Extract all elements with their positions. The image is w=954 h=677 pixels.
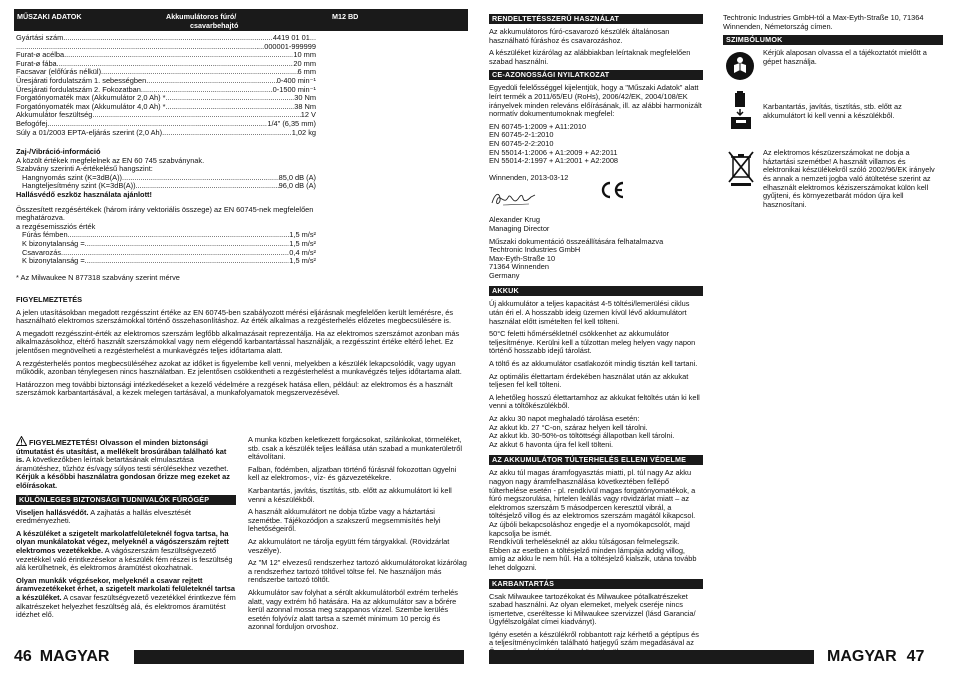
noise-intro: A közölt értékek megfelelnek az EN 60 745 szabványnak.	[16, 155, 205, 165]
safety-paragraph: Az "M 12" elvezesű rendszerhez tartozó akkumulátorokat kizárólag a rendszerhez tartozó töltővel töltse fel. Ne használjon más rendszerbe tartozó töltőt.	[248, 558, 467, 585]
vibration-row: K bizonytalanság = ..... 1,5 m/s²	[22, 240, 316, 249]
noise-title: Zaj-/Vibráció-információ	[16, 147, 101, 156]
battery-line: Az akku 30 napot meghaladó tárolása esetén:	[489, 414, 640, 423]
spec-header-title: MŰSZAKI ADATOK	[17, 12, 82, 21]
noise-row: Hangnyomás szint (K=3dB(A)) ..... 85,0 dB (A)	[22, 174, 316, 183]
safety-column-right	[248, 436, 468, 636]
footer-bar-right	[489, 650, 814, 664]
spec-row: Furat-ø fába ..... 20 mm	[16, 60, 316, 69]
warning-paragraph: A rezgésterhelés pontos megbecsüléséhez azokat az időket is figyelembe kell venni, melyekben a készülék lekapcsolódik, vagy ugyan működik, azonban ténylegesen nincs használatban. Ez jelentősen csökkentheti a rezgésterhelést a munkavégzés teljes időtartama alatt.	[16, 358, 462, 377]
spec-row: ..... ...000001-999999	[16, 43, 316, 52]
battery-paragraph: 50°C feletti hőmérsékletnél csökkenhet az akkumulátor teljesítménye. Kerülni kell a túlzottan meleg helyen vagy napon történő hosszabb idejű tárolást.	[489, 329, 696, 356]
spec-row: Üresjárati fordulatszám 1. sebességben ..... 0-400 min⁻¹	[16, 77, 316, 86]
spec-row: Forgatónyomaték max (Akkumulátor 4,0 Ah) * ..... 38 Nm	[16, 103, 316, 112]
ce-authorized: Műszaki dokumentáció összeállítására felhatalmazva	[489, 236, 664, 246]
ce-address-line: Germany	[489, 270, 520, 280]
crossed-bin-icon	[728, 151, 754, 187]
footnote: * Az Milwaukee N 877318 szabvány szerint mérve	[16, 272, 180, 282]
spec-row: Furat-ø acélba ..... 10 mm	[16, 51, 316, 60]
spec-row: Gyártási szám ..... 4419 01 01...	[16, 34, 316, 43]
symbol-text: Az elektromos készüzerszámokat ne dobja a háztartási szemétbe! A használt villamos és elektronikai készülékekről szóló 2002/96/EK irányelv és annak a nemzeti jogba való átültetése szerint az elhasznált elektromos kéziszerszámokat külön kell gyűjteni, és környezetbarát módon újra kell hasznosítani.	[763, 148, 935, 209]
read-manual-icon	[725, 51, 755, 81]
language-label: MAGYAR	[39, 648, 110, 665]
symbols-title: SZIMBÓLUMOK	[723, 35, 943, 45]
spec-row: Üresjárati fordulatszám 2. Fokozatban ..... 0-1500 min⁻¹	[16, 86, 316, 95]
spec-row: Akkumulátor feszültség ..... 12 V	[16, 111, 316, 120]
spec-header-bar	[14, 9, 468, 31]
special-safety-paragraph: A készüléket a szigetelt markolatfelületeknél fogva tartsa, ha olyan munkálatokat végez, melyeknél a vágószerszám rejtett elektromos vezetékekbe. A vágószerszám feszültségvezető vezetékkel való érintkezésekor a készülék fém részei is feszültség alá kerülhetnek, és elektromos áramütést okozhatnak.	[16, 528, 233, 573]
page-number: 46	[14, 648, 32, 665]
spec-header-model: M12 BD	[332, 12, 359, 21]
intended-use-paragraph: Az akkumulátoros fúró-csavarozó készülék általánosan használható fúráshoz és csavarozáshoz.	[489, 27, 670, 45]
spec-row: Befogófej ..... 1/4" (6,35 mm)	[16, 120, 316, 129]
symbol-row	[723, 49, 943, 83]
safety-warning-bold: FIGYELMEZTETÉS! Olvasson el minden biztonsági útmutatást és utasítást, a mellékelt brosúrában található kat is.	[16, 438, 227, 465]
language-label: MAGYAR	[827, 648, 897, 665]
symbol-text: Karbantartás, javítás, tisztítás, stb. előtt az akkumulátort ki kell venni a készülékből.	[763, 102, 902, 120]
footer-bar-left	[134, 650, 464, 664]
spec-header-product-2: csavarbehajtó	[190, 21, 239, 30]
safety-paragraph: Az akkumulátort ne tárolja együtt fém tárgyakkal. (Rövidzárlat veszélye).	[248, 536, 450, 555]
vibration-intro: Összesített rezgésértékek (három irány vektoriális összege) az EN 60745-nek megfelelően meghatározva.	[16, 204, 314, 223]
symbol-text: Kérjük alaposan olvassa el a tájékoztatót mielőtt a gépet használja.	[763, 48, 927, 66]
warning-paragraph: A megadott rezgésszint-érték az elektromos szerszám legfőbb alkalmazásait reprezentálja. Ha az elektromos szerszámot azonban más alkalmazásokhoz, eltérő használt szerszámokkal vagy nem elégendő karbantartással használják, a rezgésszint értéke eltérő lehet. Ez jelentősen megnövelheti a rezgésterhelést a munkavégzés teljes időtartama alatt.	[16, 328, 460, 355]
ce-title: CE-AZONOSSÁGI NYILATKOZAT	[489, 70, 703, 80]
spec-header-product-1: Akkumulátoros fúró/	[166, 12, 237, 21]
safety-paragraph: Falban, födémben, aljzatban történő fúrásnál fokozottan ügyelni kell az elektromos-, víz- és gázvezetékekre.	[248, 464, 457, 483]
right-column-1	[489, 12, 703, 661]
ce-mark-icon	[599, 180, 627, 200]
ce-norm: EN 55014-2:1997 + A1:2001 + A2:2008	[489, 156, 619, 166]
vibration-list	[16, 231, 316, 265]
signatory-name: Alexander Krug	[489, 215, 540, 225]
vibration-sub: a rezgésemissziós érték	[16, 221, 96, 231]
service-address: Techtronic Industries GmbH-tól a Max-Eyth-Straße 10, 71364 Winnenden, Németország címen.	[723, 13, 924, 31]
overload-title: AZ AKKUMULÁTOR TÚLTERHELÉS ELLENI VÉDELME	[489, 455, 703, 465]
symbol-row	[723, 91, 943, 135]
warning-paragraph: A jelen utasításokban megadott rezgésszint értéke az EN 60745-ben szabályozott mérési eljárásnak megfelelően került lemérésre, és használható elektromos szerszámokkal történő összehasonlításhoz. Az érték alkalmas a rezgésterhelés előzetes megbecsülésére is.	[16, 307, 454, 326]
vibration-row: K bizonytalanság = ..... 1,5 m/s²	[22, 257, 316, 266]
vibration-row: Csavarozás ..... 0,4 m/s²	[22, 249, 316, 258]
footer-right	[827, 648, 924, 666]
spec-row: Facsavar (előfúrás nélkül) ..... 6 mm	[16, 68, 316, 77]
intended-use-title: RENDELTETÉSSZERŰ HASZNÁLAT	[489, 14, 703, 24]
ce-address-line: Techtronic Industries GmbH	[489, 245, 581, 255]
safety-column-left	[16, 436, 236, 624]
page-number: 47	[906, 648, 925, 665]
signature-image	[489, 188, 537, 212]
battery-title: AKKUK	[489, 286, 703, 296]
noise-block	[16, 148, 316, 282]
safety-warning-text: A következőkben leírtak betartásának elmulasztása áramütéshez, tűzhöz és/vagy súlyos testi sérülésekhez vezethet.	[16, 455, 229, 473]
battery-paragraph: A lehetőleg hosszú élettartamhoz az akkukat feltöltés után ki kell venni a töltőkészülékből.	[489, 392, 700, 411]
maintenance-title: KARBANTARTÁS	[489, 579, 703, 589]
overload-text: Rendkívüli terheléseknél az akku túlságosan felmelegszik. Ebben az esetben a töltésjelző minden lámpája addig villog, amíg az akku le nem hűl. Ha a töltésjelző kialszik, utána tovább lehet dolgozni.	[489, 537, 697, 572]
ce-address-line: 71364 Winnenden	[489, 262, 549, 272]
ce-norm: EN 55014-1:2006 + A1:2009 + A2:2011	[489, 147, 618, 157]
spec-list	[16, 34, 316, 137]
overload-text: Az újbóli bekapcsoláshoz engedje el a nyomókapcsolót, majd kapcsolja be ismét.	[489, 519, 690, 538]
right-page	[477, 0, 954, 677]
warning-section	[16, 296, 468, 402]
ce-intro: Egyedüli felelősséggel kijelentjük, hogy a "Műszaki Adatok" alatt leírt termék a 2011/65/EU (RoHs), 2006/42/EK, 2004/108/EK irányelvek minden releváns előírásának, ill. az alábbi harmonizált normatív dokumentumoknak megfelel:	[489, 83, 702, 119]
vibration-row: Fúrás fémben ..... 1,5 m/s²	[22, 231, 316, 240]
battery-line: Az akkut 6 havonta újra fel kell tölteni.	[489, 439, 614, 449]
safety-paragraph: A munka közben keletkezett forgácsokat, szilánkokat, törmeléket, stb. csak a készülék teljes leállása után szabad a munkaterületről eltávolítani.	[248, 435, 463, 462]
ce-norm: EN 60745-2-1:2010	[489, 130, 554, 140]
battery-paragraph: A töltő és az akkumulátor csatlakozóit mindig tisztán kell tartani.	[489, 359, 698, 369]
safety-paragraph: Akkumulátor sav folyhat a sérült akkumulátorból extrém terhelés alatt, vagy extrém hő hatására. Ha az akkumulátor sav a bőrére kerül azonnal mossa meg szappanos vízzel. Szembe kerülés esetén folyóvíz alatt tartsa a szemét minimum 10 percig és azonnal forduljon orvoshoz.	[248, 587, 458, 632]
ce-norm: EN 60745-2-2:2010	[489, 138, 554, 148]
maintenance-paragraph: Igény esetén a készülékről robbantott rajz kérhető a géptípus és a teljesítménycímkén található hatjegyű szám megadásával az	[489, 629, 699, 648]
battery-line: Az akkut kb. 30-50%-os töltöttségi állapotban kell tárolni.	[489, 431, 675, 441]
maintenance-paragraph: Csak Milwaukee tartozékokat és Milwaukee pótalkatrészeket szabad használni. Az olyan elemeket, melyek cseréje nincs ismertetve, cseréltesse ki Milwaukee szervizzel (lásd Garancia/Ügyfélszolgálat címei kiadványt).	[489, 591, 696, 627]
spec-row: Forgatónyomaték max (Akkumulátor 2,0 Ah) * ..... 30 Nm	[16, 94, 316, 103]
right-column-2	[723, 14, 943, 219]
overload-text: Az akku túl magas áramfogyasztás miatti, pl. túl nagy Az akku nagyon nagy áramfelhasználása következtében fellépő túlterhelése esetén - pl. rendkívül magas forgatónyomatékok, a fúró megszorulása, hirtelen leállás vagy rövidzárlat miatt – az elektromos szerszám 5 másodpercen keresztül vibrál, a töltésjelző villog és az elektromos szerszám magától kikapcsol.	[489, 468, 696, 521]
spec-row: Súly a 01/2003 EPTA-eljárás szerint (2,0 Ah) ..... 1,02 kg	[16, 129, 316, 138]
noise-row: Hangteljesítmény szint (K=3dB(A)) ..... 96,0 dB (A)	[22, 182, 316, 191]
special-safety-title: KÜLÖNLEGES BIZTONSÁGI TUDNIVALÓK FÚRÓGÉP	[16, 495, 236, 505]
safety-keep-note: Kérjük a későbbi használatra gondosan őrizze meg ezeket az előírásokat.	[16, 472, 230, 490]
battery-line: Az akkut kb. 27 °C-on, száraz helyen kell tárolni.	[489, 422, 648, 432]
battery-paragraph: Az optimális élettartam érdekében használat után az akkukat teljesen fel kell tölteni.	[489, 371, 689, 390]
signatory-role: Managing Director	[489, 223, 550, 233]
noise-list	[16, 174, 316, 191]
noise-warning: Hallásvédő eszköz használata ajánlott!	[16, 189, 152, 199]
warning-paragraph: Határozzon meg további biztonsági intézkedéseket a kezelő védelmére a rezgések hatása ellen, például: az elektromos és a használt szerszámok karbantartásával, a kezek melegen tartásával, a munkafolyamatok megszervezésével.	[16, 379, 453, 398]
spec-block	[16, 34, 316, 137]
ce-norm: EN 60745-1:2009 + A11:2010	[489, 121, 587, 131]
warning-title: FIGYELMEZTETÉS	[16, 295, 83, 304]
warning-triangle-icon	[16, 436, 27, 446]
battery-paragraph: Új akkumulátor a teljes kapacitást 4-5 töltési/lemerülési ciklus után éri el. A hosszabb ideig üzemen kívül lévő akkumulátort használat előtt ismételten fel kell tölteni.	[489, 299, 690, 326]
special-safety-paragraph: Viseljen hallásvédőt. A zajhatás a hallás elvesztését eredményezheti.	[16, 507, 191, 526]
safety-paragraph: Karbantartás, javítás, tisztítás, stb. előtt az akkumulátort ki kell venni a készülékből.	[248, 485, 452, 504]
special-safety-paragraph: Olyan munkák végzésekor, melyeknél a csavar rejtett áramvezetékeket érhet, a szigetelt markolati felületeknél tartsa a készüléket. A csavar feszültségvezető vezetékkel érintkezve fém alkatrészeket helyezhet feszültség alá, és elektromos áramütést idézhet elő.	[16, 575, 236, 620]
footer-left	[14, 648, 109, 666]
safety-paragraph: A használt akkumulátort ne dobja tűzbe vagy a háztartási szemétbe. Tájékozódjon a szakszerű megsemmisítés helyi lehetőségeiről.	[248, 507, 441, 534]
ce-place-date: Winnenden, 2013-03-12	[489, 172, 569, 182]
symbol-row	[723, 149, 943, 219]
noise-sub: Szabvány szerinti A-értékelésű hangszint:	[16, 164, 153, 174]
intended-use-paragraph: A készüléket kizárólag az alábbiakban leírtaknak megfelelően szabad használni.	[489, 48, 691, 66]
ce-address-line: Max-Eyth-Straße 10	[489, 253, 556, 263]
battery-remove-icon	[727, 91, 755, 131]
